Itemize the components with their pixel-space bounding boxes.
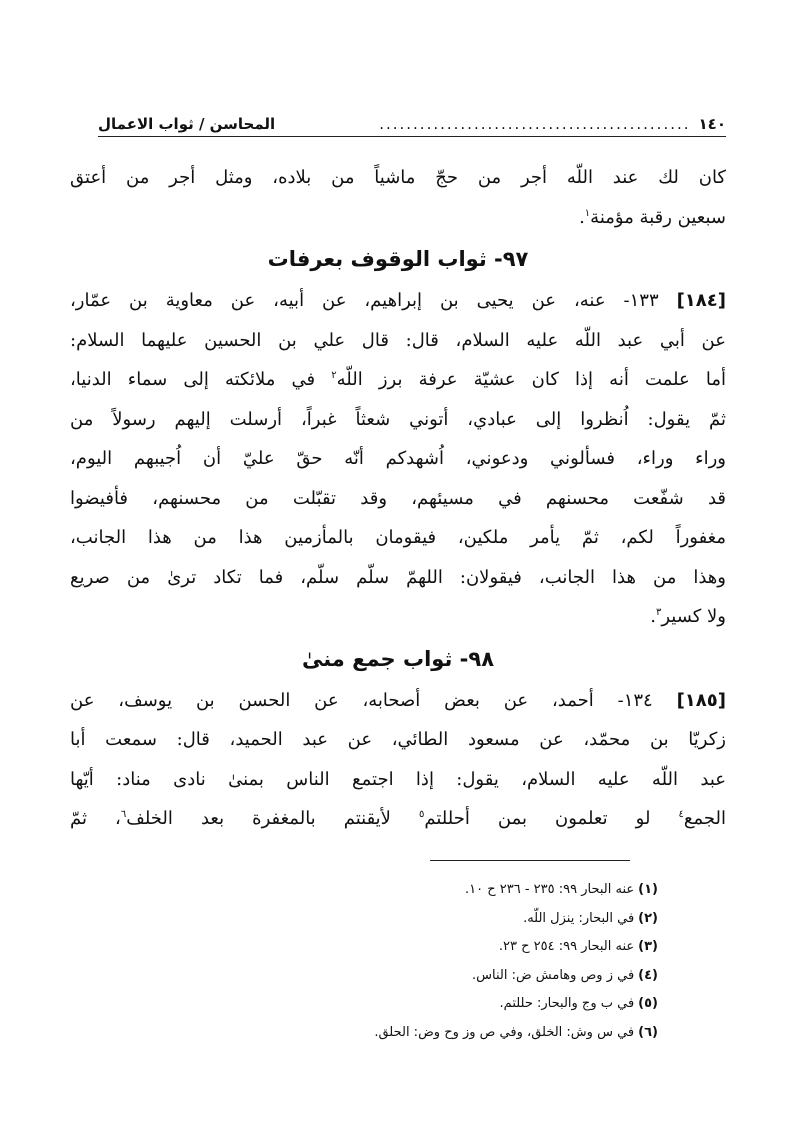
text-segment: أما علمت أنه إذا كان عشيّة عرفة برز اللّه: [336, 369, 726, 390]
text-line: [70, 360, 726, 400]
footnote-number: (٤): [638, 967, 658, 983]
text-segment: في ملائكته إلى سماء الدنيا،: [70, 369, 316, 390]
text-segment: لو تعلمون بمن أحللتم: [424, 808, 651, 829]
footnotes: [260, 876, 658, 1047]
footnote-text: عنه البحار ٩٩: ٢٥٤ ح ٢٣.: [498, 939, 635, 954]
header-leader-dots: ..............................................: [379, 115, 691, 133]
text-line: زكريّا بن محمّد، عن مسعود الطائي، عن عبد الحميد، قال: سمعت أبا: [70, 729, 726, 750]
text-line: [70, 799, 726, 839]
footnote-item: [260, 876, 658, 905]
footnote-marker: ٢: [331, 370, 337, 381]
text-segment: ١٣٣- عنه، عن يحيى بن إبراهيم، عن أبيه، عن معاوية بن عمّار،: [70, 290, 659, 311]
footnote-text: في البحار: ينزل اللّه.: [523, 910, 635, 926]
footnote-number: (٦): [638, 1024, 658, 1040]
section-heading-97: ٩٧- ثواب الوقوف بعرفات: [267, 247, 529, 271]
text-line: ثمّ يقول: اُنظروا إلى عبادي، أتوني شعثاً غبراً، أرسلت إليهم رسولاً من: [70, 408, 726, 430]
footnote-text: في ب وج والبحار: حللتم.: [499, 996, 635, 1011]
footnote-item: [260, 905, 658, 934]
footnote-number: (٣): [638, 939, 658, 954]
footnote-item: [260, 962, 658, 991]
footnote-text: عنه البحار ٩٩: ٢٣٥ - ٢٣٦ ح ١٠.: [464, 882, 635, 897]
text-line: عن أبي عبد اللّه عليه السلام، قال: قال علي بن الحسين عليهما السلام:: [70, 329, 726, 351]
footnote-marker: ٥: [419, 809, 425, 820]
footnote-text: في ز وص وهامش ض: الناس.: [471, 967, 635, 983]
footnote-marker: ٤: [678, 809, 684, 820]
text-line: [70, 281, 726, 321]
text-line: وهذا من هذا الجانب، فيقولان: اللهمّ سلّم سلّم، فما تكاد ترىٰ من صريع: [70, 566, 726, 588]
footnote-marker: ١: [584, 207, 591, 219]
footnote-text: في س وش: الخلق، وفي ص وز وح وض: الحلق.: [374, 1024, 635, 1040]
text-line: سبعين رقبة مؤمنة$^١$.: [579, 206, 726, 228]
text-segment: ، ثمّ: [70, 808, 121, 829]
text-segment: الجمع: [683, 808, 726, 829]
paragraph-number: [١٨٤]: [676, 290, 726, 311]
text-line: كان لك عند اللّه أجر من حجّ ماشياً من بلاده، ومثل أجر من أعتق: [70, 167, 726, 188]
footnote-marker: ٣: [655, 607, 662, 618]
footnote-number: (١): [638, 882, 658, 897]
text-segment: سبعين رقبة مؤمنة: [590, 206, 726, 228]
page-number: ١٤٠: [698, 115, 726, 133]
footnote-marker: ٦: [120, 809, 127, 820]
footnote-divider: [430, 860, 630, 861]
footnote-item: [260, 990, 658, 1019]
text-line: قد شفّعت محسنهم في مسيئهم، وقد تقبّلت من محسنهم، فأفيضوا: [70, 487, 726, 509]
text-line: عبد اللّه عليه السلام، يقول: إذا اجتمع الناس بمنىٰ نادى مناد: أيّها: [70, 768, 726, 790]
paragraph-number: [١٨٥]: [676, 689, 726, 711]
text-line: مغفوراً لكم، ثمّ يأمر ملكين، فيقومان بالمأزمين هذا من هذا الجانب،: [70, 527, 726, 548]
footnote-item: [260, 1019, 658, 1048]
text-line: ولا كسير$^٣$.: [650, 606, 726, 627]
footnote-number: (٥): [638, 996, 658, 1011]
text-line: وراء وراء، فسألوني ودعوني، اُشهدكم أنّه حقّ عليّ أن اُجيبهم اليوم،: [70, 448, 726, 469]
text-segment: لأيقنتم بالمغفرة بعد الخلف: [126, 808, 391, 829]
running-header: [98, 112, 726, 137]
main-text: [70, 158, 726, 839]
footnote-number: (٢): [638, 910, 658, 926]
section-heading-98: ٩٨- ثواب جمع منىٰ: [301, 646, 495, 671]
text-line: [70, 681, 726, 721]
text-segment: ولا كسير: [661, 606, 726, 627]
footnote-item: [260, 933, 658, 962]
header-title: المحاسن / ثواب الاعمال: [98, 115, 276, 133]
text-segment: ١٣٤- أحمد، عن بعض أصحابه، عن الحسن بن يوسف، عن: [70, 689, 653, 711]
